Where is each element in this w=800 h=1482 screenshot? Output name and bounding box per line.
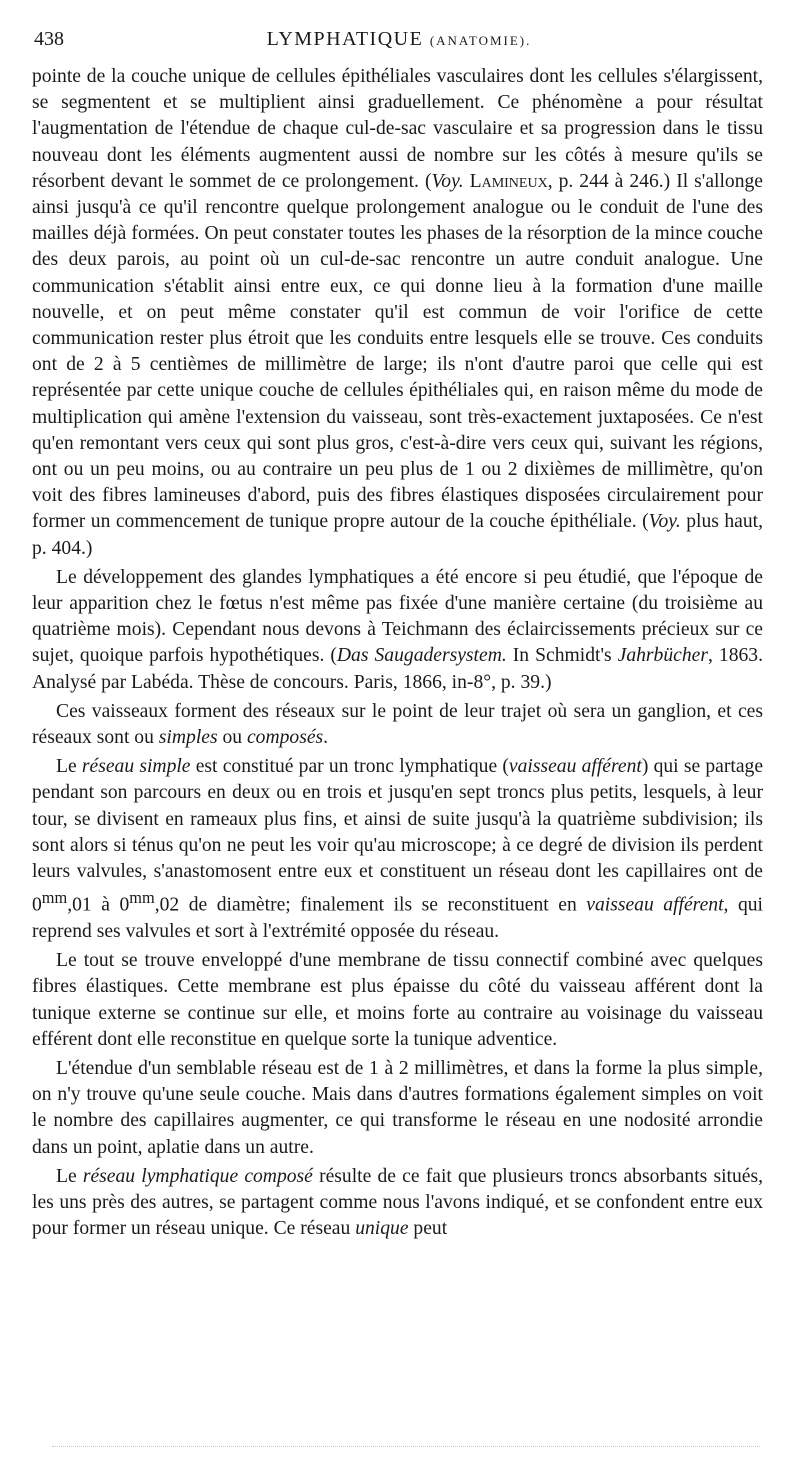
text-run: , qui reprend ses valvules et sort à l'extrémité opposée du réseau.	[32, 894, 763, 943]
term: réseau simple	[81, 756, 191, 778]
text-run: ou	[217, 727, 247, 749]
unit-superscript: mm	[41, 888, 68, 908]
emphasis: unique	[355, 1218, 409, 1240]
text-run: ) qui se partage pendant son parcours en deux ou en trois et jusqu'en sept troncs plus petits, lesquels, à leur tour, se divisent en rameaux plus fins, et ainsi de suite jusqu'à la quatrième subdivision; ils sont alors si ténus qu'on ne peut les voir qu'au microscope; à ce degré de division ils perdent leurs valvules, s'anastomosent entre eux et constituent un réseau dont les capillaires ont de 0	[32, 756, 764, 916]
reference-abbrev: Voy.	[648, 511, 681, 533]
text-run: ,02 de diamètre; finalement ils se reconstituent en	[154, 894, 587, 916]
text-run: pointe de la couche unique de cellules épithéliales vasculaires dont les cellules s'élargissent, se segmentent et se multiplient ainsi graduellement. Ce phénomène a pour résultat l'augmentation de l'étendue de chaque cul-de-sac vasculaire et sa progression dans le tissu nouveau dont les éléments augmentent aussi de nombre sur les côtés à mesure qu'ils se résorbent devant le sommet de ce prolongement. (	[32, 66, 763, 192]
text-run: In Schmidt's	[506, 645, 618, 667]
text-run: Le	[56, 756, 82, 778]
paragraph-7	[32, 1164, 763, 1243]
text-run: est constitué par un tronc lymphatique (	[190, 756, 509, 778]
paragraph-5: Le tout se trouve enveloppé d'une membrane de tissu connectif combiné avec quelques fibres élastiques. Cette membrane est plus épaisse du côté du vaisseau afférent dont la tunique externe se continue sur elle, et moins forte au contraire au voisinage du vaisseau efférent dont elle reconstitue en quelque sorte la tunique adventice.	[32, 950, 763, 1050]
paragraph-1	[32, 64, 763, 562]
emphasis: simples	[158, 727, 218, 749]
text-run: , 1863. Analysé par Labéda. Thèse de concours. Paris, 1866, in-8°, p. 39.)	[32, 645, 763, 693]
header-subtitle: (ANATOMIE).	[429, 33, 532, 48]
text-run: ,01 à 0	[67, 894, 130, 916]
term: vaisseau afférent	[508, 756, 642, 778]
text-run: Le	[56, 1165, 83, 1187]
unit-superscript: mm	[129, 888, 155, 908]
body-text	[32, 64, 763, 1242]
reference-abbrev: Voy.	[431, 170, 464, 192]
paragraph-6: L'étendue d'un semblable réseau est de 1 à 2 millimètres, et dans la forme la plus simple, on n'y trouve qu'une seule couche. Mais dans d'autres formations également simples on voit le nombre des capillaires augmenter, ce qui transforme le réseau en une nodosité arrondie dans un point, aplatie dans un autre.	[32, 1058, 763, 1158]
paragraph-3	[32, 699, 763, 751]
text-run: résulte de ce fait que plusieurs troncs absorbants situés, les uns près des autres, se partagent comme nous l'avons indiqué, et se confondent entre eux pour former un réseau unique. Ce réseau	[32, 1165, 763, 1240]
work-title: Das Saugadersystem.	[336, 645, 507, 667]
emphasis: composés	[246, 727, 324, 749]
text-run: .	[323, 727, 329, 749]
author-name: Lamineux	[469, 170, 548, 192]
running-header	[34, 28, 764, 58]
running-title	[34, 28, 764, 51]
paragraph-4	[32, 754, 763, 945]
header-title: LYMPHATIQUE	[266, 28, 424, 50]
term: vaisseau afférent	[586, 894, 724, 916]
paragraph-2	[32, 565, 763, 696]
page-number: 438	[34, 28, 64, 50]
term: réseau lymphatique composé	[82, 1165, 313, 1187]
bleed-through-line	[52, 1446, 760, 1447]
text-run: , p. 244 à 246.) Il s'allonge ainsi jusqu'à ce qu'il rencontre quelque prolongement analogue ou le conduit de l'une des mailles déjà formées. On peut constater toutes les phases de la résorption de la mince couche des deux parois, au point où un cul-de-sac rencontre un autre conduit analogue. Une communication s'établit ainsi entre eux, ce qui donne lieu à la formation d'une maille nouvelle, et on peut même constater qu'il est commun de voir l'orifice de cette communication rester plus étroit que les conduits entre lesquels elle se trouve. Ces conduits ont de 2 à 5 centièmes de millimètre de large; ils n'ont d'autre paroi que celle qui est représentée par cette unique couche de cellules épithéliales qui, en raison même du mode de multiplication qui amène l'extension du vaisseau, sont très-exactement juxtaposées. Ce n'est qu'en remontant vers ceux qui sont plus gros, c'est-à-dire vers ceux qui, suivant les régions, ont ou un peu moins, ou au contraire un peu plus de 1 ou 2 dixièmes de millimètre, qu'on voit des fibres lamineuses d'abord, puis des fibres élastiques disposées circulairement pour former un commencement de tunique propre autour de la couche épithéliale. (	[32, 170, 763, 533]
text-run: peut	[408, 1218, 448, 1240]
text-run: Le développement des glandes lymphatiques a été encore si peu étudié, que l'époque de leur apparition chez le fœtus n'est même pas fixée d'une manière certaine (du troisième au quatrième mois). Cependant nous devons à Teichmann des éclaircissements précieux sur ce sujet, quoique parfois hypothétiques. (	[32, 566, 763, 667]
journal-title: Jahrbücher	[617, 645, 708, 667]
text-run: Ces vaisseaux forment des réseaux sur le point de leur trajet où sera un ganglion, et ces réseaux sont ou	[32, 700, 763, 749]
text-run: plus haut, p. 404.)	[32, 511, 764, 559]
